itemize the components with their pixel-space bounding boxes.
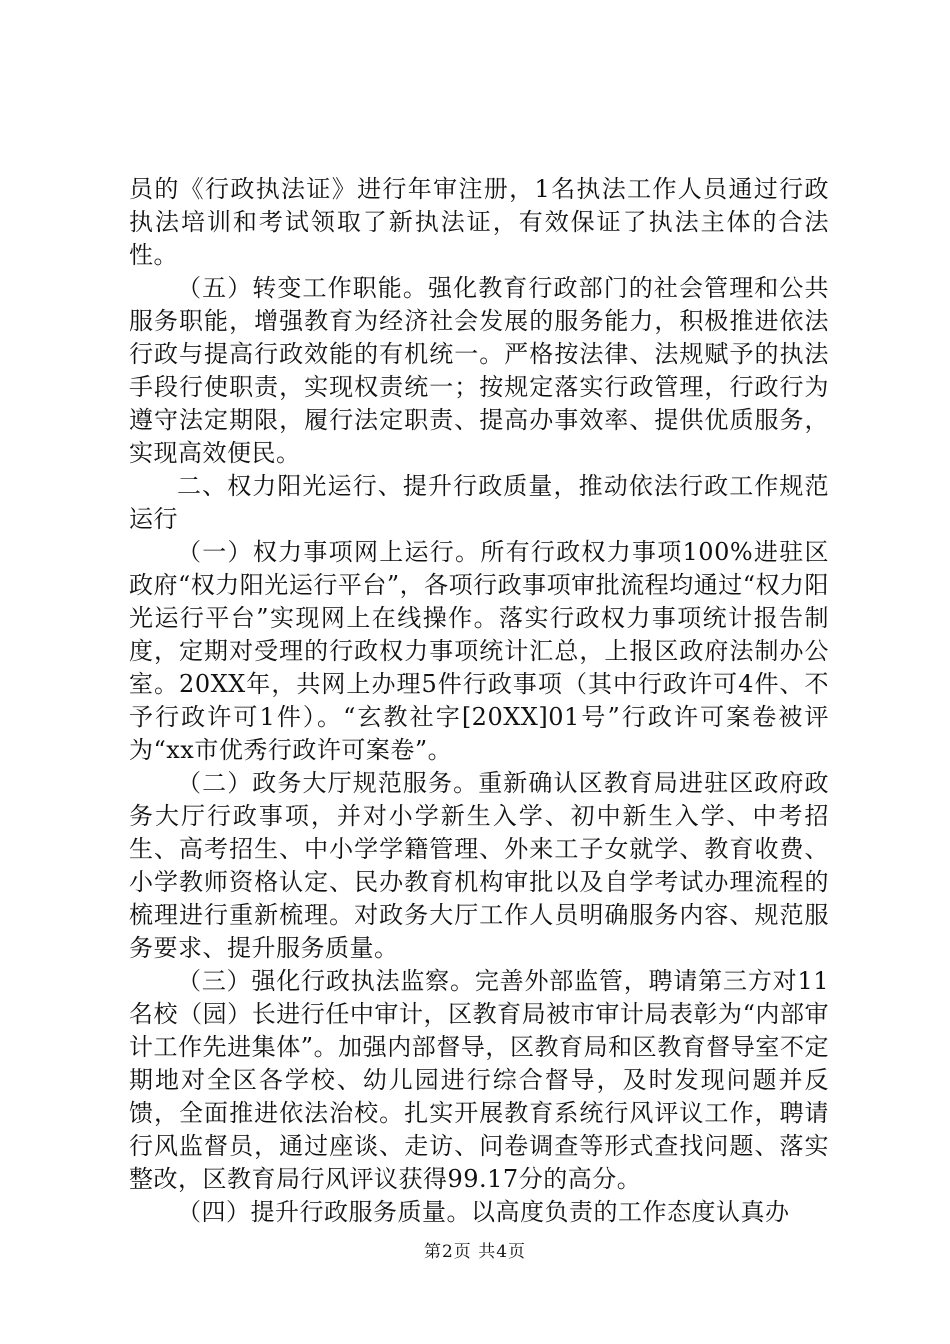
paragraph-continuation: 员的《行政执法证》进行年审注册，1名执法工作人员通过行政执法培训和考试领取了新执法证，有效保证了执法主体的合法性。 xyxy=(129,175,829,269)
paragraph-subsection-4: （四）提升行政服务质量。以高度负责的工作态度认真办 xyxy=(177,1198,790,1226)
paragraph-subsection-2: （二）政务大厅规范服务。重新确认区教育局进驻区政府政务大厅行政事项，并对小学新生入学、初中新生入学、中考招生、高考招生、中小学学籍管理、外来工子女就学、教育收费、小学教师资格认定、民办教育机构审批以及自学考试办理流程的梳理进行重新梳理。对政务大厅工作人员明确服务内容、规范服务要求、提升服务质量。 xyxy=(129,769,829,962)
document-body xyxy=(129,173,829,1229)
section-heading-2: 二、权力阳光运行、提升行政质量，推动依法行政工作规范运行 xyxy=(129,472,829,533)
paragraph-subsection-3: （三）强化行政执法监察。完善外部监管，聘请第三方对11名校（园）长进行任中审计，区教育局被市审计局表彰为“内部审计工作先进集体”。加强内部督导，区教育局和区教育督导室不定期地对全区各学校、幼儿园进行综合督导，及时发现问题并反馈，全面推进依法治校。扎实开展教育系统行风评议工作，聘请行风监督员，通过座谈、走访、问卷调查等形式查找问题、落实整改，区教育局行风评议获得99.17分的高分。 xyxy=(129,967,829,1193)
page-footer: 第2页 共4页 xyxy=(423,1242,527,1262)
paragraph-subsection-1: （一）权力事项网上运行。所有行政权力事项100%进驻区政府“权力阳光运行平台”，各项行政事项审批流程均通过“权力阳光运行平台”实现网上在线操作。落实行政权力事项统计报告制度，定期对受理的行政权力事项统计汇总，上报区政府法制办公室。20XX年，共网上办理5件行政事项（其中行政许可4件、不予行政许可1件）。“玄教社字[20XX]01号”行政许可案卷被评为“xx市优秀行政许可案卷”。 xyxy=(129,538,829,764)
paragraph-section-5: （五）转变工作职能。强化教育行政部门的社会管理和公共服务职能，增强教育为经济社会发展的服务能力，积极推进依法行政与提高行政效能的有机统一。严格按法律、法规赋予的执法手段行使职责，实现权责统一；按规定落实行政管理，行政行为遵守法定期限，履行法定职责、提高办事效率、提供优质服务，实现高效便民。 xyxy=(129,274,829,467)
